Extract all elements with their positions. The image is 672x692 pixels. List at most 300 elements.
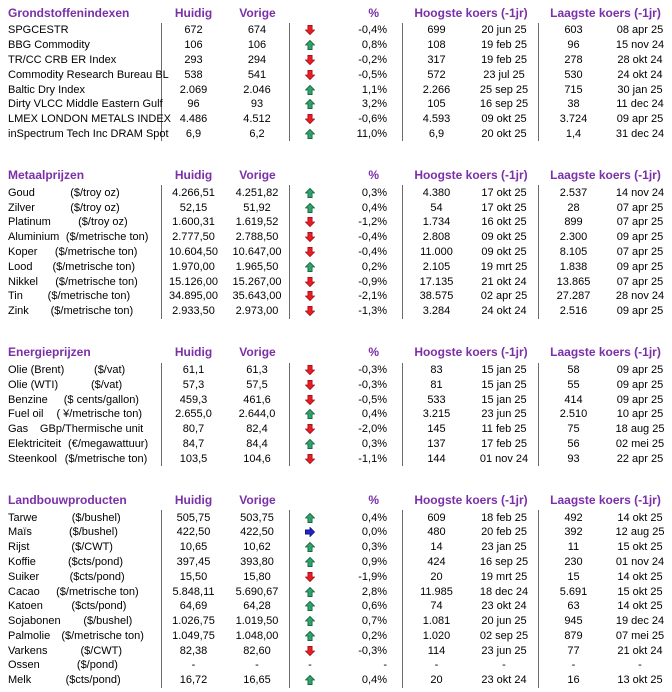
down-arrow-icon [305,25,315,35]
laagste-koers-value: 1.838 [559,260,588,273]
vorige-value: 64,28 [225,599,290,614]
name-unit-cell [0,525,162,540]
instrument-name: Suiker [8,570,40,583]
instrument-name: Olie (WTI) [8,378,59,391]
column-header-hoogste-koers: Hoogste koers (-1jr) [414,492,528,507]
pct-change-value: -2,1% [330,289,403,304]
hoogste-koers-date: 23 jun 25 [470,643,539,658]
name-unit-cell [0,53,162,68]
section-header-row [0,490,672,510]
trend-cell [290,38,330,53]
laagste-koers-date: 08 apr 25 [616,24,664,37]
hoogste-koers-date: 20 feb 25 [470,525,539,540]
column-header-arrow-spacer [290,490,330,509]
laagste-koers-date: 14 nov 24 [615,186,665,199]
name-unit-cell [0,569,162,584]
table-row [0,377,672,392]
huidig-value: 1.970,00 [172,260,215,273]
pct-change-value: -1,3% [330,304,403,319]
laagste-koers-value: 492 [564,511,583,524]
up-arrow-icon [305,188,315,198]
laagste-koers-date: 07 apr 25 [616,245,664,258]
column-header-pct: % [368,345,379,360]
huidig-value: 459,3 [179,393,208,406]
hoogste-koers-value: 137 [427,437,446,450]
vorige-value: 4.251,82 [225,185,290,200]
hoogste-koers-date: 02 apr 25 [470,289,539,304]
table-row [0,245,672,260]
vorige-value: 82,60 [225,643,290,658]
down-arrow-icon [305,306,315,316]
laagste-koers-date: 09 apr 25 [616,363,664,376]
vorige-value: 10,62 [225,540,290,555]
pct-change-value: 2,8% [330,584,403,599]
hoogste-koers-value: 17.135 [419,275,454,288]
hoogste-koers-value: 317 [427,53,446,66]
table-row [0,82,672,97]
price-section [0,343,672,467]
hoogste-koers-date: 18 dec 24 [470,584,539,599]
vorige-value: 294 [225,53,290,68]
trend-cell [290,422,330,437]
name-unit-cell [0,451,162,466]
hoogste-koers-date: 16 sep 25 [470,555,539,570]
table-row [0,584,672,599]
laagste-koers-date: 01 nov 24 [615,555,665,568]
column-header-huidig: Huidig [174,345,213,360]
hoogste-koers-date: 09 okt 25 [470,245,539,260]
hoogste-koers-value: 572 [427,68,446,81]
instrument-name: Koper [8,245,38,258]
laagste-koers-date: 15 okt 25 [617,541,663,554]
no-change-dash: - [308,659,312,672]
laagste-koers-value: 11 [567,541,580,554]
hoogste-koers-date: - [470,658,539,673]
vorige-value: 93 [225,97,290,112]
hoogste-koers-date: 18 feb 25 [470,510,539,525]
hoogste-koers-value: 1.081 [422,615,451,628]
instrument-name: Platinum [8,216,51,229]
column-header-laagste-koers: Laagste koers (-1jr) [550,345,661,360]
huidig-value: 15.126,00 [169,275,218,288]
up-arrow-icon [305,542,315,552]
instrument-name: Benzine [8,393,48,406]
vorige-value: 15.267,00 [225,274,290,289]
column-header-hoogste-koers: Hoogste koers (-1jr) [414,345,528,360]
vorige-value: 1.048,00 [225,629,290,644]
hoogste-koers-value: 114 [427,644,446,657]
huidig-value: 10,65 [179,541,208,554]
huidig-value: 293 [184,53,203,66]
instrument-name: Sojabonen [8,615,61,628]
laagste-koers-value: 2.516 [559,305,588,318]
section-header-row [0,165,672,185]
section-header-row [0,343,672,363]
table-row [0,540,672,555]
vorige-value: 2.046 [225,82,290,97]
down-arrow-icon [305,454,315,464]
huidig-value: 96 [187,98,200,111]
pct-change-value: -0,3% [330,643,403,658]
vorige-value: 6,2 [225,127,290,142]
section-title: Energieprijzen [8,345,91,360]
laagste-koers-value: - [571,659,576,672]
hoogste-koers-value: 2.105 [422,260,451,273]
instrument-unit: ($/bushel) [68,526,118,539]
laagste-koers-date: 30 jan 25 [617,83,663,96]
instrument-unit: ($/CWT) [71,541,113,554]
instrument-name: SPGCESTR [8,24,69,37]
huidig-value: 10.604,50 [169,245,218,258]
up-arrow-icon [305,439,315,449]
pct-change-value: -0,3% [330,377,403,392]
table-row [0,569,672,584]
laagste-koers-value: 8.105 [559,245,588,258]
huidig-value: 2.655,0 [175,408,212,421]
huidig-value: 505,75 [176,511,211,524]
huidig-value: 4.266,51 [172,186,215,199]
instrument-name: Goud [8,186,35,199]
instrument-unit: ($ cents/gallon) [63,393,139,406]
laagste-koers-value: 28 [567,201,580,214]
name-unit-cell [0,584,162,599]
up-arrow-icon [305,631,315,641]
laagste-koers-date: 12 aug 25 [615,526,665,539]
huidig-value: 6,9 [185,127,202,140]
huidig-value: - [191,659,196,672]
instrument-name: TR/CC CRB ER Index [8,53,117,66]
instrument-unit: ($cts/pond) [71,600,127,613]
down-arrow-icon [305,217,315,227]
column-header-pct: % [368,492,379,507]
hoogste-koers-value: 20 [430,674,443,687]
trend-cell [290,392,330,407]
section-title: Grondstoffenindexen [8,5,130,20]
flat-arrow-icon [305,527,315,537]
laagste-koers-date: 18 aug 25 [615,423,665,436]
laagste-koers-date: 24 okt 24 [617,68,663,81]
pct-change-value: -2,0% [330,422,403,437]
vorige-value: 1.619,52 [225,215,290,230]
pct-change-value: -0,2% [330,53,403,68]
vorige-value: 674 [225,23,290,38]
trend-cell [290,555,330,570]
vorige-value: 4.512 [225,112,290,127]
hoogste-koers-date: 15 jan 25 [470,363,539,378]
instrument-name: BBG Commodity [8,39,90,52]
instrument-unit: ($/metrische ton) [61,629,144,642]
up-arrow-icon [305,203,315,213]
trend-cell [290,437,330,452]
table-row [0,112,672,127]
huidig-value: 422,50 [176,526,211,539]
laagste-koers-value: 56 [567,437,580,450]
instrument-unit: ($cts/pond) [69,570,125,583]
hoogste-koers-value: 2.808 [422,231,451,244]
laagste-koers-date: 15 nov 24 [615,39,665,52]
laagste-koers-value: 77 [567,644,580,657]
laagste-koers-date: 09 apr 25 [616,305,664,318]
instrument-unit: ( ¥/metrische ton) [56,408,143,421]
pct-change-value: 0,3% [330,185,403,200]
name-unit-cell [0,407,162,422]
laagste-koers-date: 19 dec 24 [615,615,665,628]
table-row [0,363,672,378]
pct-change-value: 0,3% [330,437,403,452]
laagste-koers-date: - [638,659,642,672]
vorige-value: 5.690,67 [225,584,290,599]
name-unit-cell [0,274,162,289]
table-row [0,23,672,38]
hoogste-koers-value: 74 [430,600,443,613]
instrument-unit: ($/metrische ton) [64,452,148,465]
up-arrow-icon [305,616,315,626]
pct-change-value: 0,4% [330,200,403,215]
hoogste-koers-value: 54 [430,201,443,214]
name-unit-cell [0,112,171,127]
instrument-unit: ($/metrische ton) [52,260,135,273]
laagste-koers-date: 14 okt 25 [617,570,663,583]
instrument-name: Koffie [8,555,36,568]
pct-change-value: -0,3% [330,363,403,378]
pct-change-value: -0,5% [330,392,403,407]
column-header-laagste-koers: Laagste koers (-1jr) [550,167,661,182]
laagste-koers-value: 75 [567,423,580,436]
name-unit-cell [0,289,162,304]
huidig-value: 397,45 [176,555,211,568]
pct-change-value: -0,6% [330,112,403,127]
laagste-koers-date: 22 apr 25 [616,452,664,465]
table-row [0,67,672,82]
hoogste-koers-value: 6,9 [428,127,445,140]
huidig-value: 57,3 [182,378,205,391]
name-unit-cell [0,614,162,629]
instrument-unit: ($/metrische ton) [56,585,139,598]
name-unit-cell [0,540,162,555]
hoogste-koers-date: 20 okt 25 [470,127,539,142]
name-unit-cell [0,392,162,407]
instrument-unit: ($/pond) [76,659,118,672]
trend-cell [290,304,330,319]
pct-change-value: -0,9% [330,274,403,289]
laagste-koers-date: 09 apr 25 [616,231,664,244]
table-row [0,259,672,274]
down-arrow-icon [305,646,315,656]
up-arrow-icon [305,409,315,419]
laagste-koers-value: 715 [564,83,583,96]
vorige-value: 1.965,50 [225,259,290,274]
instrument-unit: ($cts/pond) [67,555,123,568]
name-unit-cell [0,304,162,319]
vorige-value: 541 [225,67,290,82]
pct-change-value: -1,2% [330,215,403,230]
instrument-unit: ($/vat) [90,378,123,391]
pct-change-value: -0,5% [330,67,403,82]
name-unit-cell [0,629,162,644]
laagste-koers-date: 07 apr 25 [616,216,664,229]
instrument-name: inSpectrum Tech Inc DRAM Spot [8,127,169,140]
hoogste-koers-date: 19 mrt 25 [470,569,539,584]
hoogste-koers-date: 20 jun 25 [470,614,539,629]
hoogste-koers-value: 609 [427,511,446,524]
trend-cell [290,599,330,614]
column-header-pct: % [368,167,379,182]
instrument-unit: ($/metrische ton) [47,290,131,303]
down-arrow-icon [305,70,315,80]
column-header-vorige: Vorige [239,5,276,20]
hoogste-koers-value: 81 [430,378,443,391]
pct-change-value: 1,1% [330,82,403,97]
vorige-value: 84,4 [225,437,290,452]
laagste-koers-value: 879 [564,629,583,642]
hoogste-koers-value: 14 [430,541,443,554]
table-row [0,525,672,540]
laagste-koers-value: 2.510 [559,408,588,421]
hoogste-koers-date: 19 mrt 25 [470,259,539,274]
vorige-value: 16,65 [225,673,290,688]
laagste-koers-value: 3.724 [559,113,588,126]
laagste-koers-value: 38 [567,98,580,111]
column-header-huidig: Huidig [174,167,213,182]
hoogste-koers-date: 17 feb 25 [470,437,539,452]
up-arrow-icon [305,129,315,139]
trend-cell [290,584,330,599]
trend-cell [290,82,330,97]
huidig-value: 1.600,31 [172,216,215,229]
huidig-value: 1.026,75 [172,615,215,628]
instrument-unit: ($/bushel) [71,511,121,524]
laagste-koers-date: 10 apr 25 [616,408,664,421]
instrument-name: Melk [8,674,32,687]
down-arrow-icon [305,55,315,65]
vorige-value: 35.643,00 [225,289,290,304]
laagste-koers-value: 27.287 [556,290,591,303]
name-unit-cell [0,215,162,230]
table-row [0,230,672,245]
column-header-hoogste-koers: Hoogste koers (-1jr) [414,167,528,182]
hoogste-koers-value: 108 [427,39,446,52]
laagste-koers-value: 2.537 [559,186,588,199]
pct-change-value: 3,2% [330,97,403,112]
pct-change-value: -1,1% [330,451,403,466]
up-arrow-icon [305,675,315,685]
huidig-value: 61,1 [182,363,205,376]
laagste-koers-date: 07 apr 25 [616,275,664,288]
trend-cell [290,215,330,230]
price-section [0,490,672,688]
laagste-koers-value: 899 [564,216,583,229]
trend-cell [290,643,330,658]
trend-cell [290,658,330,673]
name-unit-cell [0,82,162,97]
laagste-koers-value: 414 [564,393,583,406]
vorige-value: 2.788,50 [225,230,290,245]
column-header-arrow-spacer [290,343,330,362]
instrument-name: Maïs [8,526,32,539]
huidig-value: 64,69 [179,600,208,613]
trend-cell [290,259,330,274]
trend-cell [290,540,330,555]
table-row [0,53,672,68]
hoogste-koers-value: 1.020 [422,629,451,642]
name-unit-cell [0,97,162,112]
name-unit-cell [0,422,162,437]
trend-cell [290,274,330,289]
laagste-koers-date: 09 apr 25 [616,378,664,391]
hoogste-koers-value: 38.575 [419,290,454,303]
trend-cell [290,112,330,127]
trend-cell [290,53,330,68]
instrument-name: Palmolie [8,629,51,642]
name-unit-cell [0,67,169,82]
vorige-value: 106 [225,38,290,53]
laagste-koers-date: 09 apr 25 [616,260,664,273]
hoogste-koers-value: 3.215 [422,408,451,421]
name-unit-cell [0,658,162,673]
trend-cell [290,363,330,378]
hoogste-koers-date: 09 okt 25 [470,112,539,127]
pct-change-value: 0,2% [330,629,403,644]
pct-change-value: -1,9% [330,569,403,584]
laagste-koers-date: 09 apr 25 [616,113,664,126]
instrument-unit: ($/metrische ton) [55,275,138,288]
hoogste-koers-date: 21 okt 24 [470,274,539,289]
pct-change-value: -0,4% [330,245,403,260]
laagste-koers-value: 230 [564,555,583,568]
hoogste-koers-date: 23 okt 24 [470,599,539,614]
price-section [0,165,672,318]
huidig-value: 2.069 [179,83,208,96]
name-unit-cell [0,599,162,614]
huidig-value: 16,72 [179,674,208,687]
hoogste-koers-value: 4.380 [422,186,451,199]
table-row [0,451,672,466]
trend-cell [290,629,330,644]
huidig-value: 34.895,00 [169,290,218,303]
pct-change-value: 0,9% [330,555,403,570]
huidig-value: 52,15 [179,201,208,214]
trend-cell [290,377,330,392]
laagste-koers-value: 58 [567,363,580,376]
column-header-huidig: Huidig [174,492,213,507]
table-row [0,392,672,407]
section-title: Metaalprijzen [8,167,85,182]
table-row [0,38,672,53]
hoogste-koers-date: 17 okt 25 [470,200,539,215]
instrument-name: Aluminium [8,231,60,244]
trend-cell [290,673,330,688]
name-unit-cell [0,38,162,53]
laagste-koers-date: 02 mei 25 [615,437,665,450]
up-arrow-icon [305,262,315,272]
laagste-koers-value: 16 [567,674,580,687]
up-arrow-icon [305,601,315,611]
instrument-unit: (€/megawattuur) [68,437,149,450]
vorige-value: 51,92 [225,200,290,215]
trend-cell [290,185,330,200]
instrument-name: Lood [8,260,33,273]
section-header-row [0,3,672,23]
trend-cell [290,614,330,629]
name-unit-cell [0,510,162,525]
hoogste-koers-value: 533 [427,393,446,406]
vorige-value: 82,4 [225,422,290,437]
table-row [0,673,672,688]
hoogste-koers-date: 24 okt 24 [470,304,539,319]
instrument-unit: ($/troy oz) [78,216,128,229]
instrument-name: Baltic Dry Index [8,83,86,96]
vorige-value: 57,5 [225,377,290,392]
